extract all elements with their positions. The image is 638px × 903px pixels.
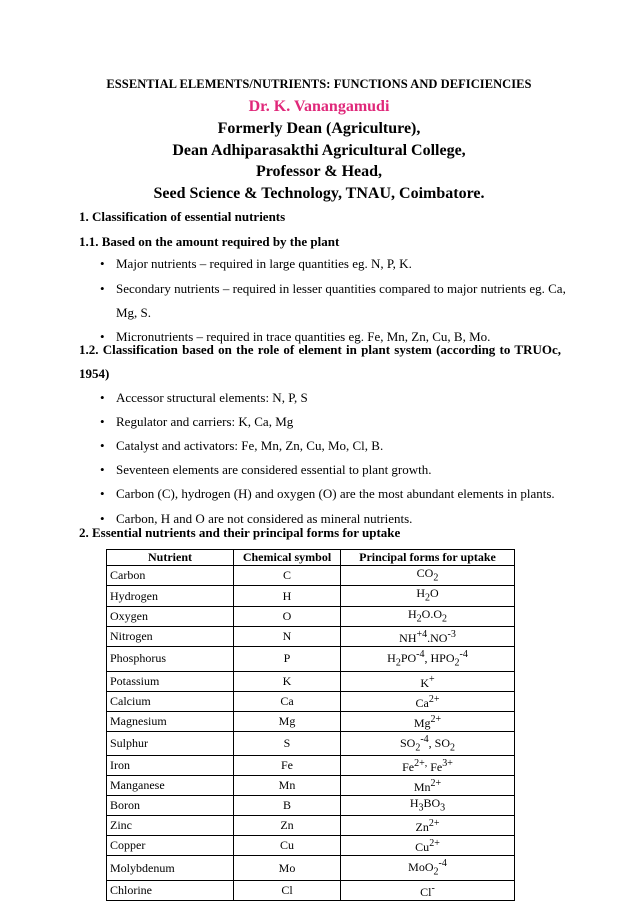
bullet-text: Carbon, H and O are not considered as mineral nutrients. — [116, 511, 413, 526]
bullet-item — [100, 256, 412, 272]
bullet-text: Carbon (C), hydrogen (H) and oxygen (O) are the most abundant elements in plants. — [116, 486, 555, 501]
table-row — [107, 691, 515, 711]
form-cell: $H_2PO^{-4}$, $HPO_2^{-4}$ — [341, 647, 515, 671]
nutrient-cell: Potassium — [107, 671, 234, 691]
column-header: Nutrient — [107, 550, 234, 566]
table-row — [107, 795, 515, 815]
nutrient-cell: Carbon — [107, 566, 234, 586]
table-row — [107, 647, 515, 671]
symbol-cell: Ca — [234, 691, 341, 711]
form-cell: MoO$_2^{-4}$ — [341, 856, 515, 880]
table-row — [107, 836, 515, 856]
form-cell: $Zn^{2+}$ — [341, 816, 515, 836]
table-header-row — [107, 550, 515, 566]
subsection-heading: 1.1. Based on the amount required by the plant — [79, 234, 340, 249]
nutrient-cell: Manganese — [107, 775, 234, 795]
form-cell: $Ca^{2+}$ — [341, 691, 515, 711]
symbol-cell: Cu — [234, 836, 341, 856]
nutrient-cell: Zinc — [107, 816, 234, 836]
table-row — [107, 775, 515, 795]
bullet-item — [100, 438, 383, 454]
bullet-icon: • — [100, 486, 105, 501]
bullet-item — [100, 281, 566, 297]
form-cell: Cl- — [341, 880, 515, 900]
symbol-cell: O — [234, 606, 341, 626]
column-header: Chemical symbol — [234, 550, 341, 566]
form-cell: $H_3BO_3$ — [341, 795, 515, 815]
table-row — [107, 880, 515, 900]
author-affiliation-line: Seed Science & Technology, TNAU, Coimbatore. — [153, 185, 485, 202]
form-cell: $NH^{+4}.NO^{-3}$ — [341, 627, 515, 647]
nutrient-cell: Calcium — [107, 691, 234, 711]
bullet-item — [100, 462, 432, 478]
bullet-icon: • — [100, 438, 105, 453]
nutrient-cell: Magnesium — [107, 711, 234, 731]
symbol-cell: Fe — [234, 755, 341, 775]
bullet-item — [100, 414, 293, 430]
bullet-icon: • — [100, 462, 105, 477]
nutrient-cell: Copper — [107, 836, 234, 856]
nutrients-table — [106, 549, 515, 901]
table-row — [107, 671, 515, 691]
author-affiliation-line: Professor & Head, — [255, 163, 383, 180]
bullet-icon: • — [100, 390, 105, 405]
table-row — [107, 755, 515, 775]
nutrient-cell: Oxygen — [107, 606, 234, 626]
bullet-text: Micronutrients – required in trace quantities eg. Fe, Mn, Zn, Cu, B, Mo. — [116, 329, 491, 344]
nutrient-cell: Sulphur — [107, 731, 234, 755]
section-heading: 1. Classification of essential nutrients — [79, 209, 286, 224]
document-title: ESSENTIAL ELEMENTS/NUTRIENTS: FUNCTIONS AND DEFICIENCIES — [106, 77, 532, 91]
bullet-text: Secondary nutrients – required in lesser quantities compared to major nutrients eg. Ca, — [116, 281, 566, 296]
table-row — [107, 816, 515, 836]
table-row — [107, 731, 515, 755]
form-cell: $Mn^{2+}$ — [341, 775, 515, 795]
form-cell: $Fe^{2+,}$ $Fe^{3+}$ — [341, 755, 515, 775]
bullet-text: Major nutrients – required in large quantities eg. N, P, K. — [116, 256, 412, 271]
subsection-heading: 1.2. Classification based on the role of element in plant system (according to TRUOc, — [79, 342, 561, 357]
form-cell: K+ — [341, 671, 515, 691]
nutrient-cell: Nitrogen — [107, 627, 234, 647]
nutrient-cell: Iron — [107, 755, 234, 775]
bullet-text: Catalyst and activators: Fe, Mn, Zn, Cu, Mo, Cl, B. — [116, 438, 384, 453]
symbol-cell: P — [234, 647, 341, 671]
bullet-item — [100, 486, 555, 502]
symbol-cell: N — [234, 627, 341, 647]
form-cell: $H_2O.O_2$ — [341, 606, 515, 626]
table-row — [107, 586, 515, 606]
symbol-cell: Zn — [234, 816, 341, 836]
symbol-cell: Mn — [234, 775, 341, 795]
symbol-cell: H — [234, 586, 341, 606]
author-affiliation-line: Formerly Dean (Agriculture), — [217, 120, 421, 137]
form-cell: $SO_2^{-4}$, $SO_2$ — [341, 731, 515, 755]
bullet-icon: • — [100, 329, 105, 344]
nutrient-cell: Molybdenum — [107, 856, 234, 880]
form-cell: $H_2O$ — [341, 586, 515, 606]
form-cell: $CO_2$ — [341, 566, 515, 586]
nutrient-cell: Boron — [107, 795, 234, 815]
bullet-text: Seventeen elements are considered essential to plant growth. — [116, 462, 432, 477]
bullet-icon: • — [100, 256, 105, 271]
bullet-item — [100, 390, 308, 406]
nutrient-cell: Phosphorus — [107, 647, 234, 671]
bullet-icon: • — [100, 281, 105, 296]
nutrient-cell: Chlorine — [107, 880, 234, 900]
bullet-continuation: Mg, S. — [116, 305, 152, 320]
table-row — [107, 711, 515, 731]
table-row — [107, 627, 515, 647]
bullet-text: Regulator and carriers: K, Ca, Mg — [116, 414, 294, 429]
author-name: Dr. K. Vanangamudi — [248, 98, 390, 115]
symbol-cell: Cl — [234, 880, 341, 900]
table-row — [107, 856, 515, 880]
form-cell: $Mg^{2+}$ — [341, 711, 515, 731]
column-header: Principal forms for uptake — [341, 550, 515, 566]
nutrient-cell: Hydrogen — [107, 586, 234, 606]
bullet-text: Accessor structural elements: N, P, S — [116, 390, 308, 405]
symbol-cell: B — [234, 795, 341, 815]
section-heading: 2. Essential nutrients and their principal forms for uptake — [79, 525, 401, 540]
symbol-cell: K — [234, 671, 341, 691]
symbol-cell: S — [234, 731, 341, 755]
symbol-cell: Mo — [234, 856, 341, 880]
subsection-heading-continuation: 1954) — [79, 366, 110, 381]
bullet-item — [100, 511, 412, 527]
symbol-cell: C — [234, 566, 341, 586]
table-row — [107, 566, 515, 586]
form-cell: $Cu^{2+}$ — [341, 836, 515, 856]
symbol-cell: Mg — [234, 711, 341, 731]
bullet-icon: • — [100, 414, 105, 429]
table-row — [107, 606, 515, 626]
bullet-icon: • — [100, 511, 105, 526]
author-affiliation-line: Dean Adhiparasakthi Agricultural College, — [172, 142, 466, 159]
